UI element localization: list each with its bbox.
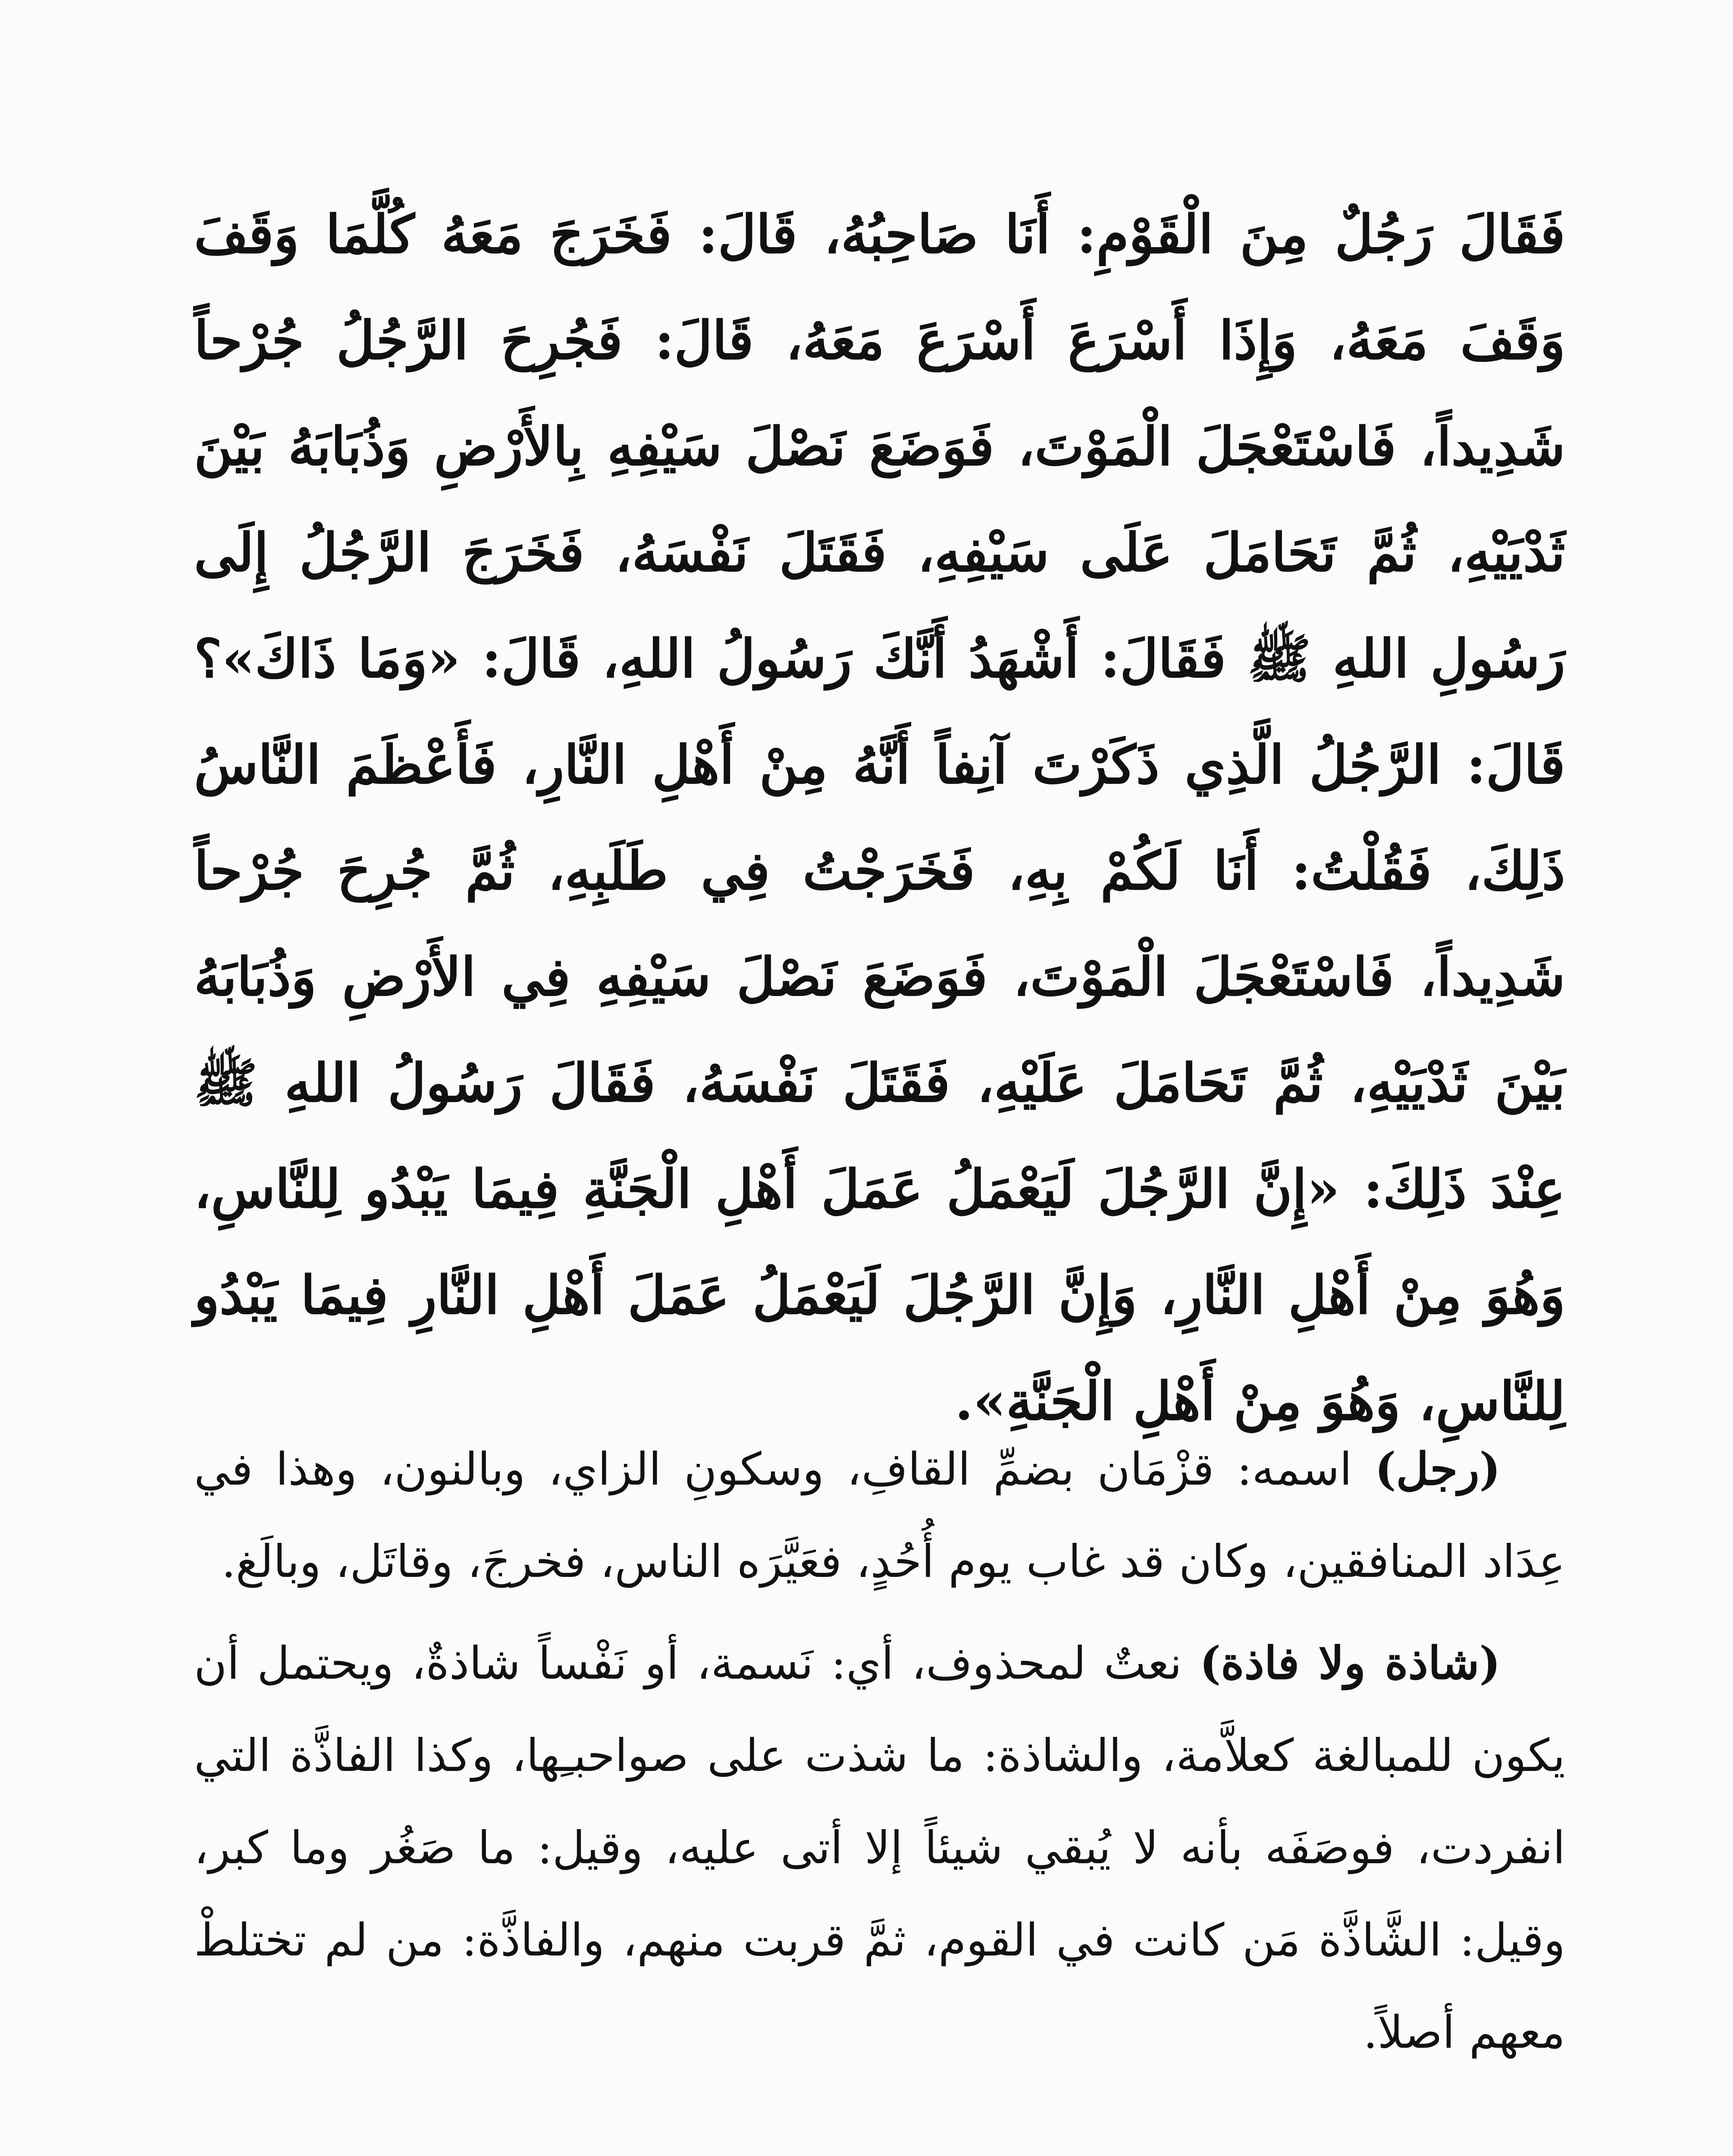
commentary-term: (رجل) xyxy=(1375,1442,1501,1495)
commentary-term: (شاذة ولا فاذة) xyxy=(1199,1636,1501,1689)
commentary-text: اسمه: قزْمَان بضمِّ القافِ، وسكونِ الزاي، وبالنون، وهذا في عِدَاد المنافقين، وكان قد غاب يوم أُحُدٍ، فعَيَّرَه الناس، فخرجَ، وقاتَل، وبالَغ. xyxy=(194,1443,1565,1588)
commentary-block xyxy=(194,1423,1565,2078)
commentary-paragraph-shadhdha xyxy=(194,1617,1565,2078)
hadith-text-block xyxy=(194,181,1565,1454)
hadith-paragraph: فَقَالَ رَجُلٌ مِنَ الْقَوْمِ: أَنَا صَاحِبُهُ، قَالَ: فَخَرَجَ مَعَهُ كُلَّمَا وَقَفَ وَقَفَ مَعَهُ، وَإِذَا أَسْرَعَ أَسْرَعَ مَعَهُ، قَالَ: فَجُرِحَ الرَّجُلُ جُرْحاً شَدِيداً، فَاسْتَعْجَلَ الْمَوْتَ، فَوَضَعَ نَصْلَ سَيْفِهِ بِالأَرْضِ وَذُبَابَهُ بَيْنَ ثَدْيَيْهِ، ثُمَّ تَحَامَلَ عَلَى سَيْفِهِ، فَقَتَلَ نَفْسَهُ، فَخَرَجَ الرَّجُلُ إِلَى رَسُولِ اللهِ ﷺ فَقَالَ: أَشْهَدُ أَنَّكَ رَسُولُ اللهِ، قَالَ: «وَمَا ذَاكَ»؟ قَالَ: الرَّجُلُ الَّذِي ذَكَرْتَ آنِفاً أَنَّهُ مِنْ أَهْلِ النَّارِ، فَأَعْظَمَ النَّاسُ ذَلِكَ، فَقُلْتُ: أَنَا لَكُمْ بِهِ، فَخَرَجْتُ فِي طَلَبِهِ، ثُمَّ جُرِحَ جُرْحاً شَدِيداً، فَاسْتَعْجَلَ الْمَوْتَ، فَوَضَعَ نَصْلَ سَيْفِهِ فِي الأَرْضِ وَذُبَابَهُ بَيْنَ ثَدْيَيْهِ، ثُمَّ تَحَامَلَ عَلَيْهِ، فَقَتَلَ نَفْسَهُ، فَقَالَ رَسُولُ اللهِ ﷺ عِنْدَ ذَلِكَ: «إِنَّ الرَّجُلَ لَيَعْمَلُ عَمَلَ أَهْلِ الْجَنَّةِ فِيمَا يَبْدُو لِلنَّاسِ، وَهُوَ مِنْ أَهْلِ النَّارِ، وَإِنَّ الرَّجُلَ لَيَعْمَلُ عَمَلَ أَهْلِ النَّارِ فِيمَا يَبْدُو لِلنَّاسِ، وَهُوَ مِنْ أَهْلِ الْجَنَّةِ». xyxy=(194,203,1565,1432)
commentary-text: نعتٌ لمحذوف، أي: نَسمة، أو نَفْساً شاذةٌ، ويحتمل أن يكون للمبالغة كعلاَّمة، والشاذة: ما شذت على صواحبـِها، وكذا الفاذَّة التي انفردت، فوصَفَه بأنه لا يُبقي شيئاً إلا أتى عليه، وقيل: ما صَغُر وما كبر، وقيل: الشَّاذَّة مَن كانت في القوم، ثمَّ قربت منهم، والفاذَّة: من لم تختلطْ معهم أصلاً. xyxy=(194,1637,1565,2059)
commentary-paragraph-rajul xyxy=(194,1423,1565,1608)
